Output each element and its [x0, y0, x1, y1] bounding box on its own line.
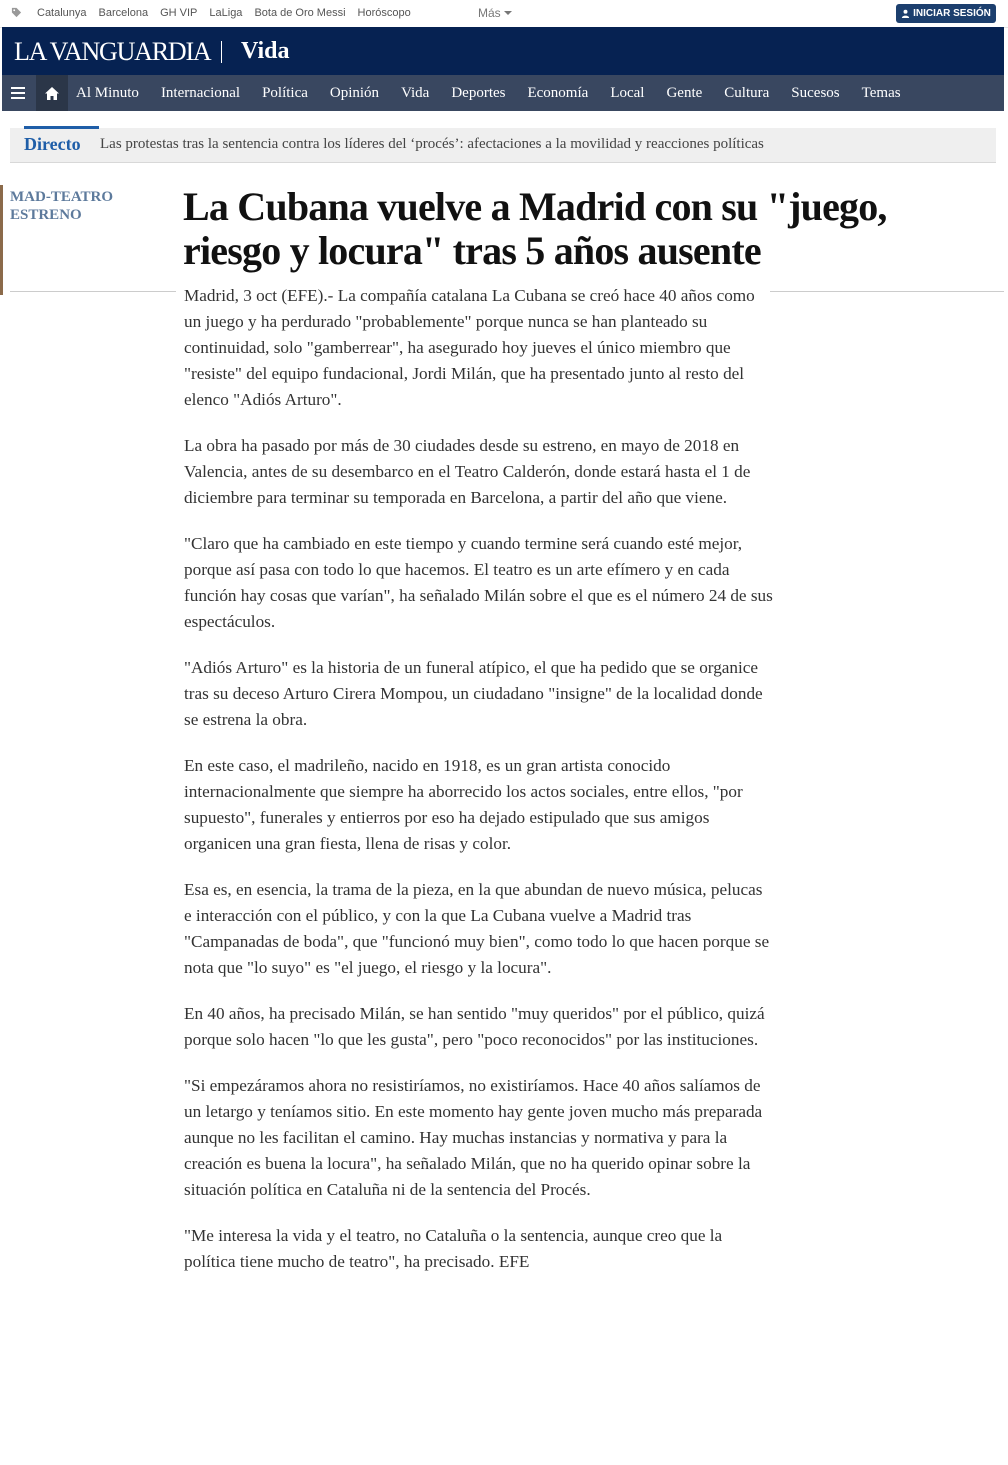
- nav-item-internacional[interactable]: Internacional: [160, 84, 241, 101]
- live-news-bar[interactable]: [10, 128, 996, 163]
- section-title[interactable]: Vida: [241, 38, 290, 64]
- top-links: [37, 7, 411, 19]
- article-paragraph: Madrid, 3 oct (EFE).- La compañía catalana La Cubana se creó hace 40 años como un juego y ha perdurado "probablemente" porque nunca se han planteado su continuidad, solo "gamberrear", ha asegurado hoy jueves el único miembro que "resiste" del equipo fundacional, Jordi Milán, que ha presentado junto al resto del elenco "Adiós Arturo".: [184, 286, 755, 409]
- nav-item-local[interactable]: Local: [610, 84, 645, 101]
- divider-left: [10, 291, 176, 292]
- side-image-edge: [0, 185, 3, 295]
- login-label: INICIAR SESIÓN: [913, 8, 991, 19]
- top-link-gh-vip[interactable]: GH VIP: [160, 7, 198, 19]
- nav-item-gente[interactable]: Gente: [666, 84, 703, 101]
- nav-item-opinion[interactable]: Opinión: [329, 84, 380, 101]
- article-paragraph: "Me interesa la vida y el teatro, no Cataluña o la sentencia, aunque creo que la política tiene mucho de teatro", ha precisado. EFE: [184, 1226, 723, 1271]
- nav-item-sucesos[interactable]: Sucesos: [791, 84, 840, 101]
- top-link-catalunya[interactable]: Catalunya: [37, 7, 87, 19]
- nav-items: [76, 75, 901, 111]
- category-line-1: MAD-TEATRO: [10, 189, 114, 205]
- live-label: Directo: [24, 134, 81, 154]
- user-icon: [901, 9, 910, 18]
- top-link-laliga[interactable]: LaLiga: [209, 7, 243, 19]
- article-paragraph: Esa es, en esencia, la trama de la pieza, en la que abundan de nuevo música, pelucas e interacción con el público, y con la que La Cubana vuelve a Madrid tras "Campanadas de boda", que "funcionó muy bien", como todo lo que hacen porque se nota que "lo suyo" es "el juego, el riesgo y la locura".: [184, 880, 770, 977]
- nav-item-al-minuto[interactable]: Al Minuto: [76, 84, 139, 101]
- nav-item-politica[interactable]: Política: [262, 84, 308, 101]
- article-category: [10, 188, 113, 224]
- live-headline[interactable]: Las protestas tras la sentencia contra los líderes del ‘procés’: afectaciones a la movilidad y reacciones políticas: [100, 136, 764, 152]
- more-dropdown[interactable]: [478, 6, 512, 20]
- chevron-down-icon: [504, 11, 512, 15]
- article-paragraph: En 40 años, ha precisado Milán, se han sentido "muy queridos" por el público, quizá porque solo hacen "lo que les gusta", pero "poco reconocidos" por las instituciones.: [184, 1004, 765, 1049]
- nav-item-economia[interactable]: Economía: [527, 84, 589, 101]
- top-link-horoscopo[interactable]: Horóscopo: [357, 7, 411, 19]
- nav-item-deportes[interactable]: Deportes: [451, 84, 506, 101]
- article-paragraph: "Adiós Arturo" es la historia de un funeral atípico, el que ha pedido que se organice tras su deceso Arturo Cirera Mompou, un ciudadano "insigne" de la localidad donde se estrena la obra.: [184, 658, 763, 729]
- live-accent-line: [24, 126, 99, 129]
- nav-item-vida[interactable]: Vida: [401, 84, 430, 101]
- nav-item-temas[interactable]: Temas: [861, 84, 901, 101]
- main-nav: [2, 75, 1004, 111]
- brand-header: [2, 27, 1004, 75]
- brand-divider: [221, 41, 222, 63]
- article-body: [184, 283, 774, 1295]
- hamburger-icon: [11, 87, 25, 99]
- article-headline: La Cubana vuelve a Madrid con su "juego, riesgo y locura" tras 5 años ausente: [183, 184, 887, 273]
- site-logo[interactable]: LA VANGUARDIA: [14, 37, 211, 66]
- more-label: Más: [478, 6, 501, 20]
- home-icon: [45, 87, 59, 100]
- top-link-bota-de-oro[interactable]: Bota de Oro Messi: [254, 7, 346, 19]
- divider-right: [770, 291, 1004, 292]
- home-button[interactable]: [36, 75, 68, 111]
- category-line-2: ESTRENO: [10, 207, 82, 223]
- nav-item-cultura[interactable]: Cultura: [724, 84, 770, 101]
- article-paragraph: La obra ha pasado por más de 30 ciudades desde su estreno, en mayo de 2018 en Valencia, antes de su desembarco en el Teatro Calderón, donde estará hasta el 1 de diciembre para terminar su temporada en Barcelona, a partir del año que viene.: [184, 436, 751, 507]
- article-paragraph: "Si empezáramos ahora no resistiríamos, no existiríamos. Hace 40 años salíamos de un letargo y teníamos sitio. En este momento hay gente joven mucho más preparada aunque no les facilitan el camino. Hay muchas instancias y normativa y para la creación es buena la locura", ha señalado Milán, que no ha querido opinar sobre la situación política en Cataluña ni de la sentencia del Procés.: [184, 1076, 763, 1199]
- login-button[interactable]: [896, 4, 996, 23]
- article-paragraph: En este caso, el madrileño, nacido en 1918, es un gran artista conocido internacionalmente que siempre ha aborrecido los actos sociales, entre ellos, "por supuesto", funerales y entierros por eso ha dejado estipulado que sus amigos organicen una gran fiesta, llena de risas y color.: [184, 756, 743, 853]
- top-utility-bar: [0, 0, 1008, 28]
- top-link-barcelona[interactable]: Barcelona: [98, 7, 149, 19]
- article-paragraph: "Claro que ha cambiado en este tiempo y cuando termine será cuando esté mejor, porque así pasa con todo lo que hacemos. El teatro es un arte efímero y en cada función hay cosas que varían", ha señalado Milán sobre el que es el número 24 de sus espectáculos.: [184, 534, 773, 631]
- menu-button[interactable]: [2, 75, 34, 111]
- tag-icon: [11, 7, 22, 18]
